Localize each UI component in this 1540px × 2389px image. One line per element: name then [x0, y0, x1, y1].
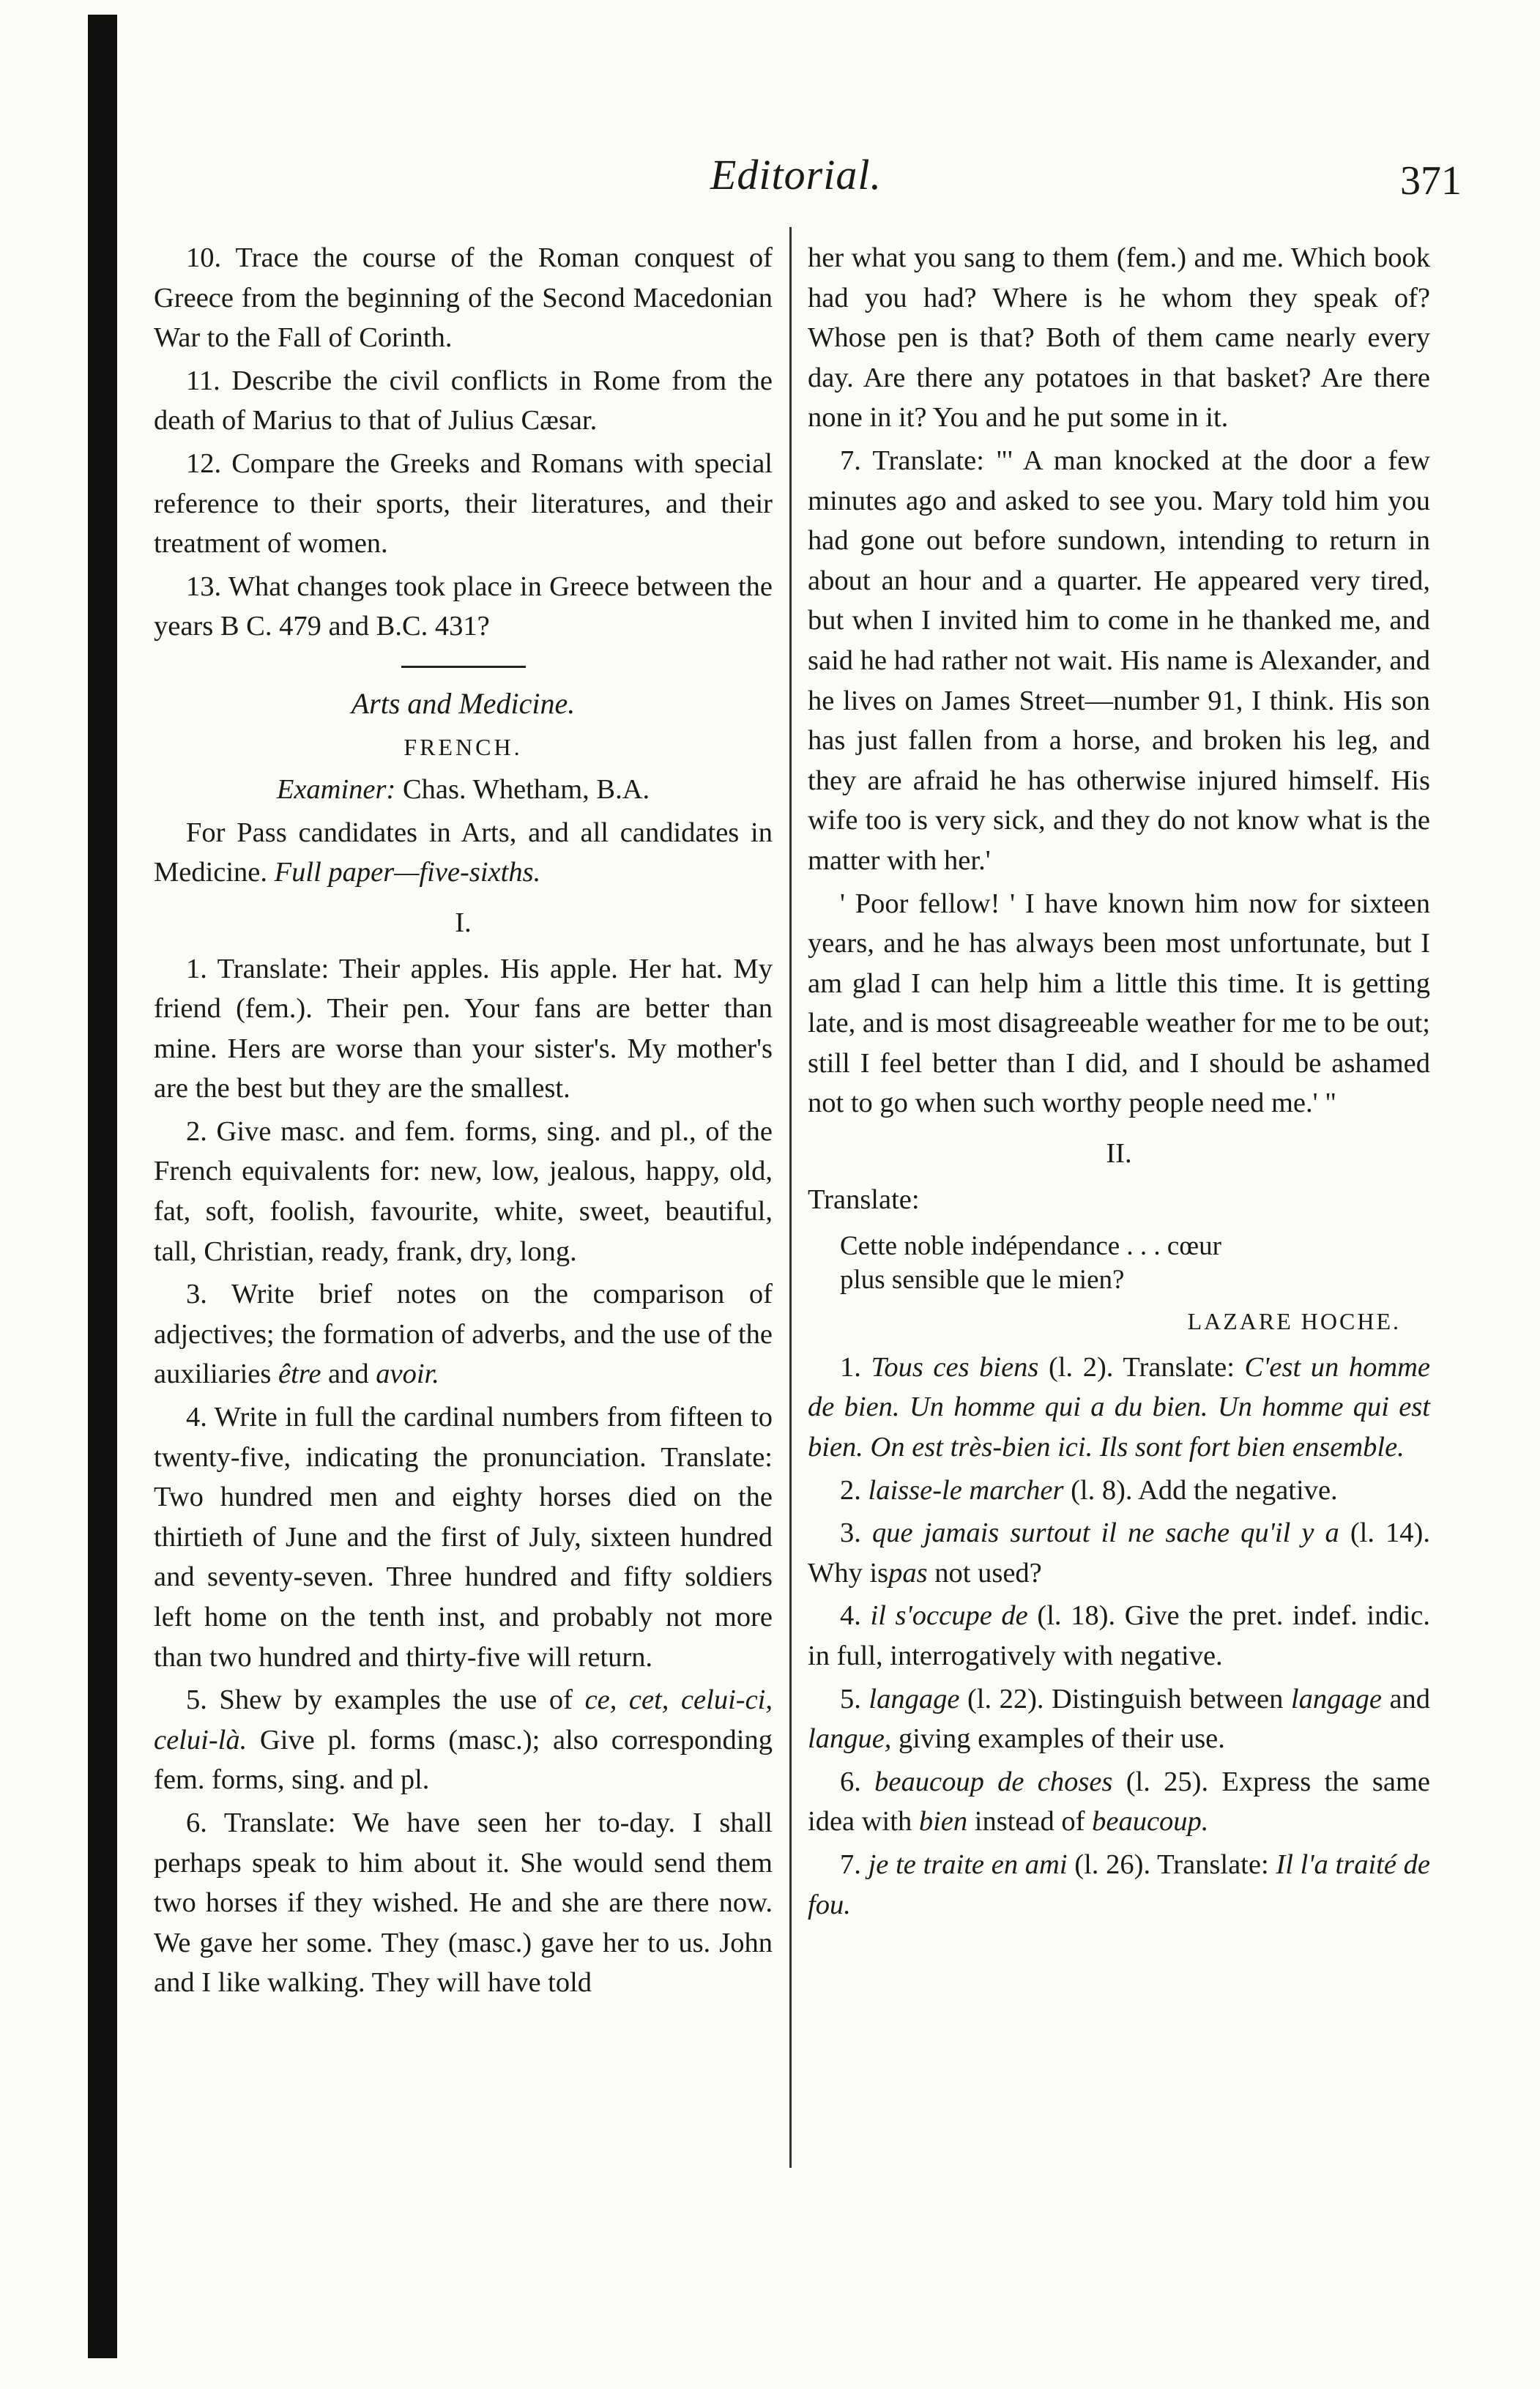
passage-excerpt: [840, 1230, 1430, 1297]
right-column: [808, 238, 1430, 1928]
note-7: 7. je te traite en ami (l. 26). Translate: Il l'a traité de fou.: [808, 1849, 1430, 1920]
part-one-heading: I.: [455, 907, 472, 938]
passage-author: LAZARE HOCHE.: [1187, 1308, 1401, 1335]
passage-line-1: Cette noble indépendance . . . cœur: [840, 1231, 1221, 1262]
part-two-heading: II.: [1106, 1138, 1132, 1170]
word-beaucoup: beaucoup.: [1092, 1806, 1209, 1838]
word-langage: langage: [1290, 1683, 1382, 1714]
note-3: 3. que jamais surtout il ne sache qu'il y a (l. 14). Why ispas not used?: [808, 1517, 1431, 1589]
note-7-ref: je te traite en ami: [868, 1849, 1068, 1880]
intro-text: For Pass candidates in Arts, and all candidates in Medicine.: [154, 817, 773, 888]
note-4: 4. il s'occupe de (l. 18). Give the pret. indef. indic. in full, interrogatively with negative.: [808, 1600, 1431, 1671]
note-6-mid: instead of: [974, 1806, 1085, 1838]
running-head: Editorial.: [710, 151, 882, 198]
question-3-and: and: [328, 1359, 369, 1390]
note-6-ref: beaucoup de choses: [874, 1766, 1113, 1797]
question-4: 4. Write in full the cardinal numbers from fifteen to twenty-five, indicating the pronunciation. Translate: Two hundred men and eighty horses died on the thirtieth of June and the first of July, sixteen hundred and seventy-seven. Three hundred and fifty soldiers left home on the tenth inst, and probably not more than two hundred and thirty-five will return.: [154, 1402, 773, 1673]
note-3-end: not used?: [934, 1557, 1042, 1589]
paper-note: Full paper—five-sixths.: [274, 857, 541, 888]
question-13: 13. What changes took place in Greece between the years B C. 479 and B.C. 431?: [154, 571, 773, 642]
page-number: 371: [1400, 158, 1462, 204]
note-1: 1. Tous ces biens (l. 2). Translate: C'est un homme de bien. Un homme qui a du bien. Un homme qui est bien. On est très-bien ici. Ils sont fort bien ensemble.: [808, 1351, 1431, 1463]
note-2-ref: laisse-le marcher: [868, 1474, 1064, 1506]
question-5-rest: Give pl. forms (masc.); also corresponding fem. forms, sing. and pl.: [154, 1724, 773, 1796]
passage-line-2: plus sensible que le mien?: [840, 1265, 1125, 1296]
question-6-continued: her what you sang to them (fem.) and me. Which book had you had? Where is he whom they speak of? Whose pen is that? Both of them came nearly every day. Are there any potatoes in that basket? Are there none in it? You and he put some in it.: [808, 242, 1430, 434]
note-1-ref: Tous ces biens: [871, 1351, 1039, 1383]
question-12: 12. Compare the Greeks and Romans with special reference to their sports, their literatures, and their treatment of women.: [154, 447, 773, 560]
question-7: 7. Translate: "' A man knocked at the door a few minutes ago and asked to see you. Mary told him you had gone out before sundown, intending to return in about an hour and a quarter. He appeared very tired, but when I invited him to come in he thanked me, and said he had rather not wait. His name is Alexander, and he lives on James Street—number 91, I think. His son has just fallen from a horse, and broken his leg, and they are afraid he has otherwise injured himself. His wife too is very sick, and they do not know what is the matter with her.': [808, 445, 1430, 876]
examiner-line: [154, 770, 773, 810]
note-5-ref: langage: [868, 1683, 960, 1714]
note-7-french: Il l'a traité de fou.: [808, 1849, 1430, 1920]
section-title: Arts and Medicine.: [351, 686, 576, 720]
word-avoir: avoir.: [376, 1359, 439, 1390]
note-6: 6. beaucoup de choses (l. 25). Express the same idea with bien instead of beaucoup.: [808, 1766, 1431, 1838]
question-2: 2. Give masc. and fem. forms, sing. and pl., of the French equivalents for: new, low, jealous, happy, old, fat, soft, foolish, favourite, white, sweet, beautiful, tall, Christian, ready, frank, dry, long.: [154, 1115, 773, 1267]
note-5-text: (l. 22). Distinguish between: [967, 1683, 1284, 1714]
subject-heading: FRENCH.: [403, 733, 523, 760]
column-divider: [789, 227, 792, 2168]
question-5: [154, 1680, 773, 1800]
note-1-french: C'est un homme de bien. Un homme qui a du bien. Un homme qui est bien. On est très-bien ici. Ils sont fort bien ensemble.: [808, 1351, 1431, 1463]
question-6: 6. Translate: We have seen her to-day. I shall perhaps speak to him about it. She would send them two horses if they wished. He and she are there now. We gave her some. They (masc.) gave her to us. John and I like walking. They will have told: [154, 1807, 773, 1999]
examiner-label: Examiner:: [276, 774, 396, 806]
question-3: [154, 1274, 773, 1394]
note-2: 2. laisse-le marcher (l. 8). Add the negative.: [840, 1474, 1338, 1506]
section-divider: [401, 666, 526, 668]
question-5-forms: ce, cet, celui-ci, celui-là.: [154, 1684, 773, 1755]
question-10: 10. Trace the course of the Roman conquest of Greece from the beginning of the Second Macedonian War to the Fall of Corinth.: [154, 242, 773, 354]
word-pas: pas: [888, 1557, 928, 1589]
note-4-text: (l. 18). Give the pret. indef. indic. in full, interrogatively with negative.: [808, 1600, 1431, 1671]
question-3-text: 3. Write brief notes on the comparison of adjectives; the formation of adverbs, and the use of the auxiliaries: [154, 1279, 773, 1390]
word-langue: langue,: [808, 1723, 892, 1755]
note-3-text: (l. 14). Why is: [808, 1517, 1431, 1589]
note-5-and: and: [1389, 1683, 1431, 1714]
note-6-text: (l. 25). Express the same idea with: [808, 1766, 1431, 1838]
note-3-ref: que jamais surtout il ne sache qu'il y a: [871, 1517, 1339, 1549]
word-bien: bien: [918, 1806, 968, 1838]
examiner-name: Chas. Whetham, B.A.: [402, 774, 650, 806]
note-4-ref: il s'occupe de: [870, 1600, 1028, 1632]
translate-label: Translate:: [808, 1184, 920, 1215]
exam-intro: [154, 813, 773, 893]
note-2-text: (l. 8). Add the negative.: [1071, 1474, 1338, 1506]
word-etre: être: [278, 1359, 321, 1390]
question-7-second-paragraph: ' Poor fellow! ' I have known him now for sixteen years, and he has always been most unfortunate, but I am glad I can help him a little this time. It is getting late, and is most disagreeable weather for me to be out; still I feel better than I did, and I should be ashamed not to go when such worthy people need me.' ": [808, 888, 1430, 1119]
question-1: 1. Translate: Their apples. His apple. Her hat. My friend (fem.). Their pen. Your fans are better than mine. Hers are worse than your sister's. My mother's are the best but they are the smallest.: [154, 953, 773, 1104]
note-5-end: giving examples of their use.: [899, 1723, 1225, 1755]
left-column: [154, 238, 773, 2006]
note-1-text: (l. 2). Translate:: [1049, 1351, 1235, 1383]
note-7-text: (l. 26). Translate:: [1074, 1849, 1269, 1880]
binding-edge: [88, 15, 117, 2358]
question-5-text: 5. Shew by examples the use of: [186, 1684, 573, 1716]
note-5: 5. langage (l. 22). Distinguish between langage and langue, giving examples of their use.: [808, 1683, 1431, 1755]
question-11: 11. Describe the civil conflicts in Rome from the death of Marius to that of Julius Cæsar.: [154, 365, 773, 436]
